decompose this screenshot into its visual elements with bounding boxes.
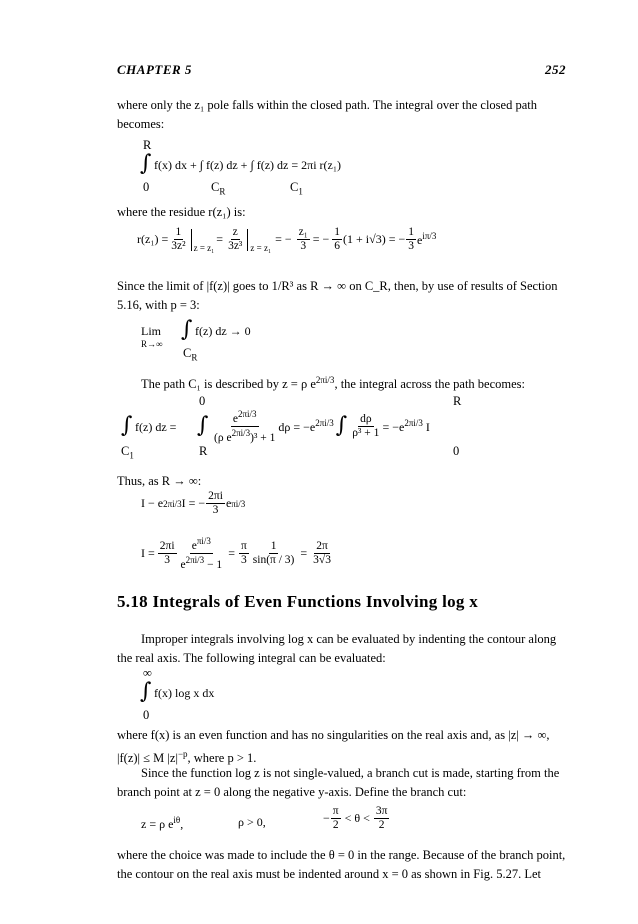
fraction: $\frac{e^{2\pi i/3}}{(\rho e^{2\pi i/3})^3 + 1}$ — [214, 409, 276, 444]
eq-part: ρ > 0, — [238, 815, 266, 829]
eq-lhs: f(z) dz = — [135, 420, 177, 434]
paragraph-line: Improper integrals involving log x can be evaluated by indenting the contour along — [141, 632, 557, 646]
integral-lower-limit: 0 — [143, 708, 150, 722]
fraction: $\frac{\pi}{3}$ — [240, 539, 247, 566]
fraction: $\frac{2\pi i}{3}$ — [208, 490, 223, 516]
eq-lhs: r(z₁) = — [137, 232, 169, 246]
eq-middle: (1 + i√3) = − — [343, 232, 406, 246]
integral-sign: ∫ — [140, 151, 152, 176]
equation-body: f(z) dz → 0 — [195, 324, 251, 338]
paragraph-line: Since the function log z is not single-valued, a branch cut is made, starting from the — [141, 766, 560, 780]
eq-part: − $\frac{\pi}{2}$ < θ < $\frac{3\pi}{2}$ — [323, 805, 388, 831]
integral-sign: ∫ — [181, 317, 193, 342]
paragraph-line: The path C₁ is described by z = ρ $e^{2\pi i/3}$, the integral across the path becomes: — [141, 375, 525, 392]
paragraph-line: branch point at z = 0 along the negative y-axis. Define the branch cut: — [117, 785, 467, 799]
section-title: 5.18 Integrals of Even Functions Involving log x — [117, 592, 479, 611]
integral-upper-limit: 0 — [199, 394, 206, 408]
eq-part: z = ρ $e^{i\theta}$, — [141, 815, 184, 831]
integral-sign: ∫ — [197, 413, 209, 438]
contour-label-c1: $C_1$ — [121, 444, 134, 461]
fraction: $\frac{2\pi i}{3}$ — [159, 539, 175, 566]
fraction: $\frac{2\pi}{3√3}$ — [313, 539, 331, 566]
paragraph-line: where the choice was made to include the θ = 0 in the range. Because of the branch point, — [117, 848, 566, 862]
integral-sign: ∫ — [121, 413, 133, 438]
equation-limit-result: I − e 2πi/3 I = − $\frac{2\pi i}{3}$ e πi/3 — [141, 490, 246, 516]
fraction: $\frac{1}{\sin(\pi / 3)}$ — [252, 539, 295, 566]
paragraph-line: where f(x) is an even function and has no singularities on the real axis and, as |z| → ∞, — [117, 728, 550, 742]
paragraph-line: becomes: — [117, 117, 165, 131]
differential: $d\rho = -e^{2\pi i/3}$ — [278, 417, 334, 434]
paragraph-line: the contour on the real axis must be indented around x = 0 as shown in Fig. 5.27. Let — [117, 867, 541, 881]
fraction: $\frac{1}{\text{3z²}}$ — [171, 226, 186, 252]
chapter-heading: CHAPTER 5 — [117, 62, 192, 77]
paragraph-line: 5.16, with p = 3: — [117, 298, 200, 312]
equation-body: f(x) dx + ∫ f(z) dz + ∫ f(z) dz = 2πi r(z₁) — [154, 158, 342, 172]
fraction: $\frac{\text{z₁}}{3}$ — [298, 226, 308, 252]
integral-lower-limit: R — [199, 444, 208, 458]
eval-point: z = z₁ — [193, 243, 215, 253]
page-number: 252 — [545, 62, 566, 77]
paragraph-line: the real axis. The following integral can be evaluated: — [117, 651, 386, 665]
fraction: $\frac{e^{\pi i/3}}{e^{2\pi i/3} - 1}$ — [180, 536, 223, 571]
equation-path-integral — [117, 394, 557, 466]
limit-subscript: R→∞ — [141, 339, 163, 349]
evaluation-bar — [191, 229, 192, 251]
integral-upper-limit: R — [453, 394, 462, 408]
fraction: $\frac{1}{3}$ — [408, 226, 415, 252]
contour-label-cr: $C_R$ — [183, 346, 198, 363]
integral-lower-limit: 0 — [453, 444, 460, 458]
integral-lower-limit: 0 — [143, 180, 150, 194]
paragraph-line: where only the z₁ pole falls within the closed path. The integral over the closed path — [117, 98, 537, 112]
integral-sign: ∫ — [335, 413, 348, 439]
fraction: $\frac{d\rho}{\text{ρ³ + 1}}$ — [352, 412, 380, 439]
evaluation-bar — [247, 229, 248, 251]
equation-body: f(x) log x dx — [154, 686, 215, 700]
contour-label-c1: $C_1$ — [290, 180, 303, 197]
limit-label: Lim — [141, 324, 161, 338]
integral-upper-limit: R — [143, 138, 152, 152]
paragraph-line: where the residue r(z₁) is: — [117, 205, 246, 219]
eval-point: z = z₁ — [250, 243, 272, 253]
paragraph-line: Thus, as R → ∞: — [117, 474, 202, 488]
equation-branch-cut — [141, 803, 581, 839]
fraction: $\frac{z}{\text{3z³}}$ — [228, 226, 243, 252]
fraction: $\frac{1}{6}$ — [334, 226, 341, 252]
integral-sign: ∫ — [140, 679, 152, 704]
eq-rhs: = $-e^{2\pi i/3}$ I — [382, 417, 430, 434]
contour-label-cr: $C_R$ — [211, 180, 226, 197]
equation-residue: r(z₁) = $\frac{1}{\text{3z²}}$ z = z₁ = $\frac{z}{\text{3z³}}$ z = z₁ = − $\frac{\text{z₁}}{3}$ = − $\frac{1}{6}$ (1 + i√3) = − $\frac{1}{3}$ $e^{i\pi/3}$ — [137, 226, 437, 253]
paragraph-line: Since the limit of |f(z)| goes to 1/R³ as R → ∞ on C_R, then, by use of results of Section — [117, 279, 558, 293]
equation-final-result: I = $\frac{2\pi i}{3}$ $\frac{e^{\pi i/3}}{e^{2\pi i/3} - 1}$ = $\frac{\pi}{3}$ $\frac{1}{\sin(\pi / 3)}$ = $\frac{2\pi}{3√3}$ — [141, 536, 331, 571]
paragraph-line: |f(z)| ≤ M $|z|^{-p}$, where p > 1. — [117, 749, 257, 766]
integrand — [211, 408, 430, 445]
exponential: $e^{i\pi/3}$ — [417, 231, 437, 247]
integral-upper-limit: ∞ — [143, 666, 152, 680]
